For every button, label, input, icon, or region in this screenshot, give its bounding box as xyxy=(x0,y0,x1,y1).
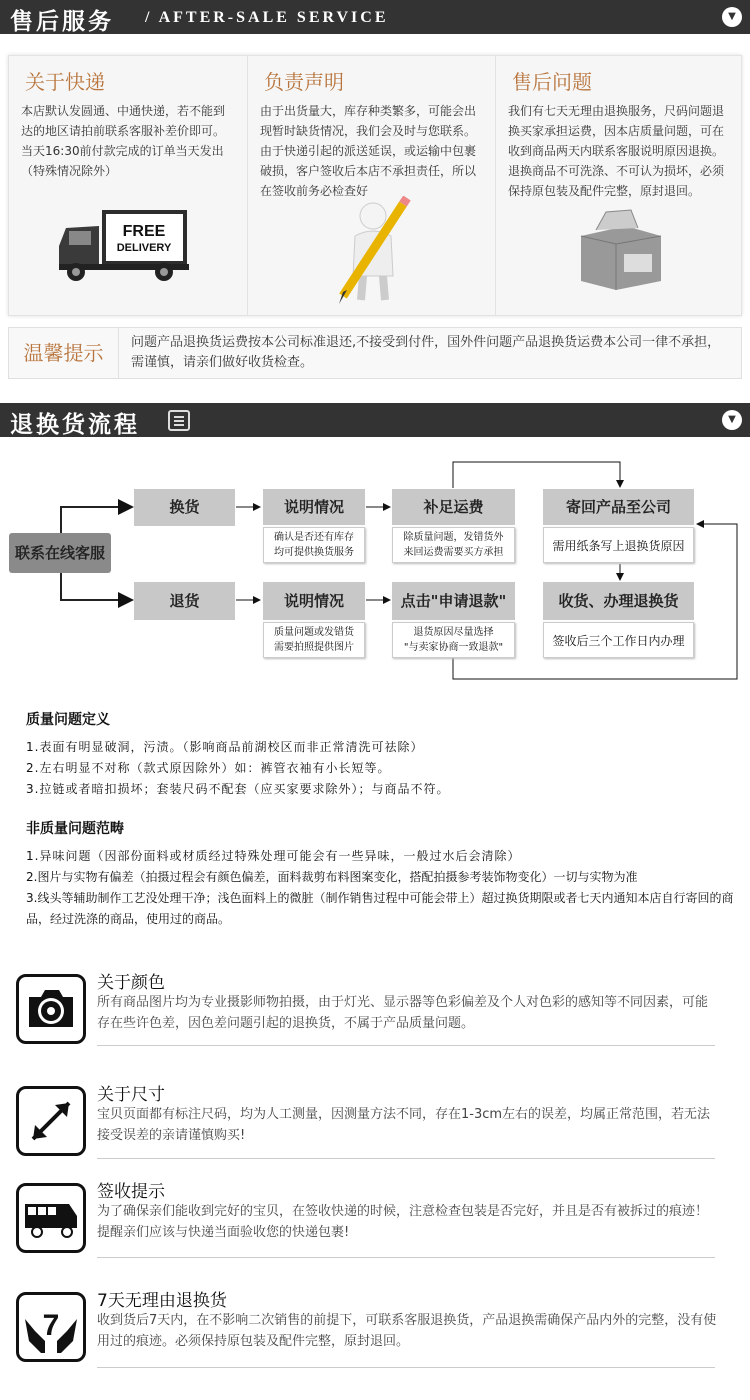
note-title: 关于颜色 xyxy=(97,973,165,993)
column-title: 售后问题 xyxy=(512,70,592,94)
quality-item: 1.表面有明显破洞，污渍。（影响商品前湖校区而非正常清洗可祛除） xyxy=(26,740,424,754)
free-text: FREE xyxy=(122,223,166,240)
divider xyxy=(97,1045,715,1046)
flow-note-apply-refund xyxy=(392,622,515,658)
seven-text: 7 xyxy=(42,1309,60,1342)
section-header-return-flow xyxy=(0,403,750,437)
note-body: 宝贝页面都有标注尺码，均为人工测量，因测量方法不同，存在1-3cm左右的误差，均属正常范围，若无法接受误差的亲请谨慎购买! xyxy=(97,1107,711,1143)
column-body: 本店默认发圆通、中通快递，若不能到达的地区请拍前联系客服补差价即可。当天16:30前付款完成的订单当天发出（特殊情况除外） xyxy=(21,104,226,178)
flow-note-pay-shipping xyxy=(392,527,515,563)
camera-icon xyxy=(16,974,86,1044)
column-after-sale xyxy=(496,56,742,315)
non-quality-item: 1.异味问题（因部份面料或材质经过特殊处理可能会有一些异味，一般过水后会清除） xyxy=(26,849,521,863)
tip-title: 温馨提示 xyxy=(9,328,119,378)
column-body: 我们有七天无理由退换服务，尺码问题退换买家承担运费，因本店质量问题，可在收到商品两天内联系客服说明原因退换。退换商品不可洗涤、不可认为损坏，必须保持原包装及配件完整，原封退回。 xyxy=(508,104,725,198)
chevron-down-icon[interactable]: ▼ xyxy=(722,410,742,430)
non-quality-item: 2.图片与实物有偏差（拍摄过程会有颜色偏差，面料裁剪布料图案变化，搭配拍摄参考装饰物变化）一切与实物为准 xyxy=(26,870,638,884)
pencil-figure-image xyxy=(333,196,423,306)
flow-step-pay-shipping: 补足运费 xyxy=(392,489,515,525)
truck-free-delivery-image xyxy=(54,206,194,286)
flow-step-exchange: 换货 xyxy=(134,489,235,526)
note-line: 除质量问题，发错货外 xyxy=(403,532,504,543)
note-line: "与卖家协商一致退款" xyxy=(403,642,504,653)
section-title: 售后服务 xyxy=(10,8,114,35)
note-title: 签收提示 xyxy=(97,1182,165,1202)
flow-note-send-back: 需用纸条写上退换货原因 xyxy=(543,527,694,563)
flow-note-receive: 签收后三个工作日内办理 xyxy=(543,622,694,658)
column-body: 由于出货量大，库存种类繁多，可能会出现暂时缺货情况，我们会及时与您联系。由于快递引起的派送延误，或运输中包裹破损，客户签收后本店不承担责任，所以在签收前务必检查好 xyxy=(260,104,477,198)
column-delivery xyxy=(9,56,248,315)
tip-body: 问题产品退换货运费按本公司标准退还,不接受到付件，国外件问题产品退换货运费本公司一律不承担，需谨慎，请亲们做好收货检查。 xyxy=(131,335,721,370)
note-line: 质量问题或发错货 xyxy=(274,627,354,638)
note-line: 来回运费需要买方承担 xyxy=(403,547,504,558)
flow-note-explain-return xyxy=(263,622,365,658)
package-box-image xyxy=(576,206,666,291)
note-body: 为了确保亲们能收到完好的宝贝，在签收快递的时候，注意检查包装是否完好，并且是否有被拆过的痕迹！提醒亲们应该与快递当面验收您的快递包裹! xyxy=(97,1204,709,1240)
delivery-text: DELIVERY xyxy=(116,242,172,254)
flow-step-contact-service: 联系在线客服 xyxy=(9,533,111,573)
note-line: 退货原因尽量选择 xyxy=(413,627,494,638)
flow-step-apply-refund: 点击"申请退款" xyxy=(392,582,515,620)
flow-step-explain-return: 说明情况 xyxy=(263,582,365,620)
section-title: 退换货流程 xyxy=(10,411,140,438)
flow-note-explain-exchange xyxy=(263,527,365,563)
column-title: 负责声明 xyxy=(264,70,344,94)
non-quality-title: 非质量问题范畴 xyxy=(26,821,124,837)
column-title: 关于快递 xyxy=(25,70,105,94)
quality-item: 3.拉链或者暗扣损坏；套装尺码不配套（应买家要求除外）；与商品不符。 xyxy=(26,782,450,796)
note-line: 需要拍照提供图片 xyxy=(274,642,354,653)
section-header-after-sale xyxy=(0,0,750,34)
note-body: 所有商品图片均为专业摄影师物拍摄，由于灯光、显示器等色彩偏差及个人对色彩的感知等不同因素，可能存在些许色差，因色差问题引起的退换货，不属于产品质量问题。 xyxy=(97,995,709,1031)
note-title: 7天无理由退换货 xyxy=(97,1291,227,1311)
truck-icon xyxy=(16,1183,86,1253)
flow-step-return: 退货 xyxy=(134,582,235,620)
flow-step-explain-exchange: 说明情况 xyxy=(263,489,365,525)
divider xyxy=(97,1158,715,1159)
quality-item: 2.左右明显不对称（款式原因除外）如：裤管衣袖有小长短等。 xyxy=(26,761,391,775)
warm-tip-box xyxy=(8,327,742,379)
column-disclaimer xyxy=(248,56,496,315)
divider xyxy=(97,1257,715,1258)
document-icon xyxy=(168,410,190,431)
flow-step-receive: 收货、办理退换货 xyxy=(543,582,694,620)
note-line: 确认是否还有库存 xyxy=(274,532,354,543)
quality-definition xyxy=(26,709,736,800)
quality-title: 质量问题定义 xyxy=(26,712,110,728)
non-quality-scope xyxy=(26,818,738,930)
chevron-down-icon[interactable]: ▼ xyxy=(722,7,742,27)
flow-step-send-back: 寄回产品至公司 xyxy=(543,489,694,525)
note-title: 关于尺寸 xyxy=(97,1085,165,1105)
note-body: 收到货后7天内，在不影响二次销售的前提下，可联系客服退换货，产品退换需确保产品内外的完整，没有使用过的痕迹。必须保持原包装及配件完整，原封退回。 xyxy=(97,1313,717,1349)
seven-days-hands-icon xyxy=(16,1292,86,1362)
divider xyxy=(97,1367,715,1368)
section-subtitle: / AFTER-SALE SERVICE xyxy=(145,9,389,26)
resize-arrow-icon xyxy=(16,1086,86,1156)
non-quality-item: 3.线头等辅助制作工艺没处理干净；浅色面料上的微脏（制作销售过程中可能会带上）超过换货期限或者七天内通知本店自行寄回的商品，经过洗涤的商品，使用过的商品。 xyxy=(26,891,734,926)
note-line: 均可提供换货服务 xyxy=(274,547,354,558)
service-panel xyxy=(8,55,742,316)
